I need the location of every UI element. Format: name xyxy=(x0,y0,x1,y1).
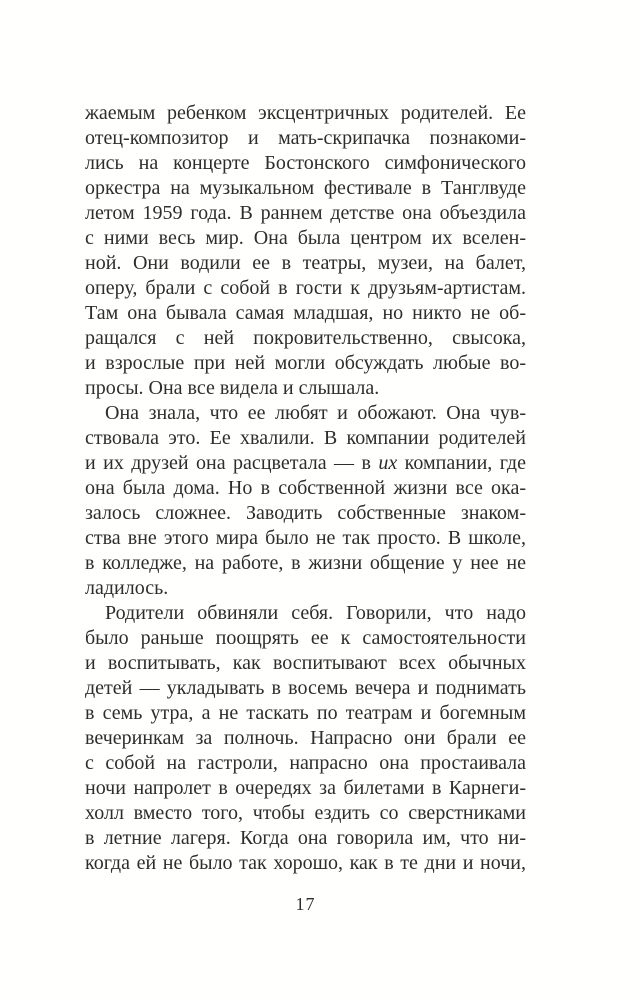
text-line xyxy=(85,226,526,251)
text-line xyxy=(85,476,526,501)
text-segment: просы. Она все видела и слышала. xyxy=(85,377,380,399)
text-line xyxy=(85,451,526,476)
text-line xyxy=(85,376,526,401)
text-segment: компании, где xyxy=(397,452,526,474)
text-segment: и их друзей она расцветала — в xyxy=(85,452,379,474)
text-line xyxy=(85,851,526,876)
text-segment: и воспитывать, как воспитывают всех обычных xyxy=(85,652,526,674)
text-segment: в колледже, на работе, в жизни общение у нее не xyxy=(85,552,526,574)
text-segment: вечеринкам за полночь. Напрасно они брали ее xyxy=(85,727,526,749)
text-segment: ства вне этого мира было не так просто. В школе, xyxy=(85,527,526,549)
text-line xyxy=(85,501,526,526)
text-segment: когда ей не было так хорошо, как в те дни и ночи, xyxy=(85,852,526,874)
paragraph xyxy=(85,401,526,601)
text-line xyxy=(85,626,526,651)
text-segment: ной. Они водили ее в театры, музеи, на балет, xyxy=(85,252,526,274)
text-line xyxy=(85,301,526,326)
text-line xyxy=(85,426,526,451)
text-segment: с ними весь мир. Она была центром их вселен- xyxy=(85,227,526,249)
text-line xyxy=(85,276,526,301)
text-line xyxy=(85,176,526,201)
text-segment: Там она бывала самая младшая, но никто не об- xyxy=(85,302,526,324)
text-segment: отец-композитор и мать-скрипачка познакоми- xyxy=(85,127,526,149)
paragraph xyxy=(85,601,526,876)
text-segment: летом 1959 года. В раннем детстве она объездила xyxy=(85,202,526,224)
text-line xyxy=(85,251,526,276)
text-line xyxy=(85,351,526,376)
text-line xyxy=(85,401,526,426)
text-line xyxy=(85,526,526,551)
text-segment: ращался с ней покровительственно, свысока, xyxy=(85,327,526,349)
text-segment: холл вместо того, чтобы ездить со сверстниками xyxy=(85,802,526,824)
text-line xyxy=(85,776,526,801)
italic-text: их xyxy=(378,452,398,474)
text-line xyxy=(85,151,526,176)
text-segment: Родители обвиняли себя. Говорили, что надо xyxy=(105,602,526,624)
text-segment: Она знала, что ее любят и обожают. Она чув- xyxy=(105,402,526,424)
text-segment: было раньше поощрять ее к самостоятельности xyxy=(85,627,526,649)
page-text xyxy=(85,101,526,876)
text-segment: она была дома. Но в собственной жизни все ока- xyxy=(85,477,526,499)
page-number: 17 xyxy=(295,894,316,914)
text-line xyxy=(85,601,526,626)
text-segment: залось сложнее. Заводить собственные знаком- xyxy=(85,502,526,524)
text-line xyxy=(85,801,526,826)
text-line xyxy=(85,726,526,751)
text-segment: ночи напролет в очередях за билетами в Карнеги- xyxy=(85,777,526,799)
paragraph xyxy=(85,101,526,401)
text-line xyxy=(85,651,526,676)
text-segment: в семь утра, а не таскать по театрам и богемным xyxy=(85,702,526,724)
text-segment: жаемым ребенком эксцентричных родителей. Ее xyxy=(85,102,526,124)
text-line xyxy=(85,576,526,601)
text-segment: детей — укладывать в восемь вечера и поднимать xyxy=(85,677,526,699)
text-segment: и взрослые при ней могли обсуждать любые во- xyxy=(85,352,526,374)
text-line xyxy=(85,676,526,701)
text-line xyxy=(85,701,526,726)
text-line xyxy=(85,826,526,851)
text-segment: в летние лагеря. Когда она говорила им, что ни- xyxy=(85,827,526,849)
text-segment: с собой на гастроли, напрасно она простаивала xyxy=(85,752,526,774)
text-line xyxy=(85,126,526,151)
text-segment: лись на концерте Бостонского симфонического xyxy=(85,152,526,174)
text-segment: оперу, брали с собой в гости к друзьям-артистам. xyxy=(85,277,526,299)
text-line xyxy=(85,751,526,776)
text-segment: оркестра на музыкальном фестивале в Танглвуде xyxy=(85,177,526,199)
text-line xyxy=(85,101,526,126)
text-line xyxy=(85,201,526,226)
text-line xyxy=(85,551,526,576)
text-segment: ствовала это. Ее хвалили. В компании родителей xyxy=(85,427,526,449)
text-line xyxy=(85,326,526,351)
text-segment: ладилось. xyxy=(85,577,169,599)
